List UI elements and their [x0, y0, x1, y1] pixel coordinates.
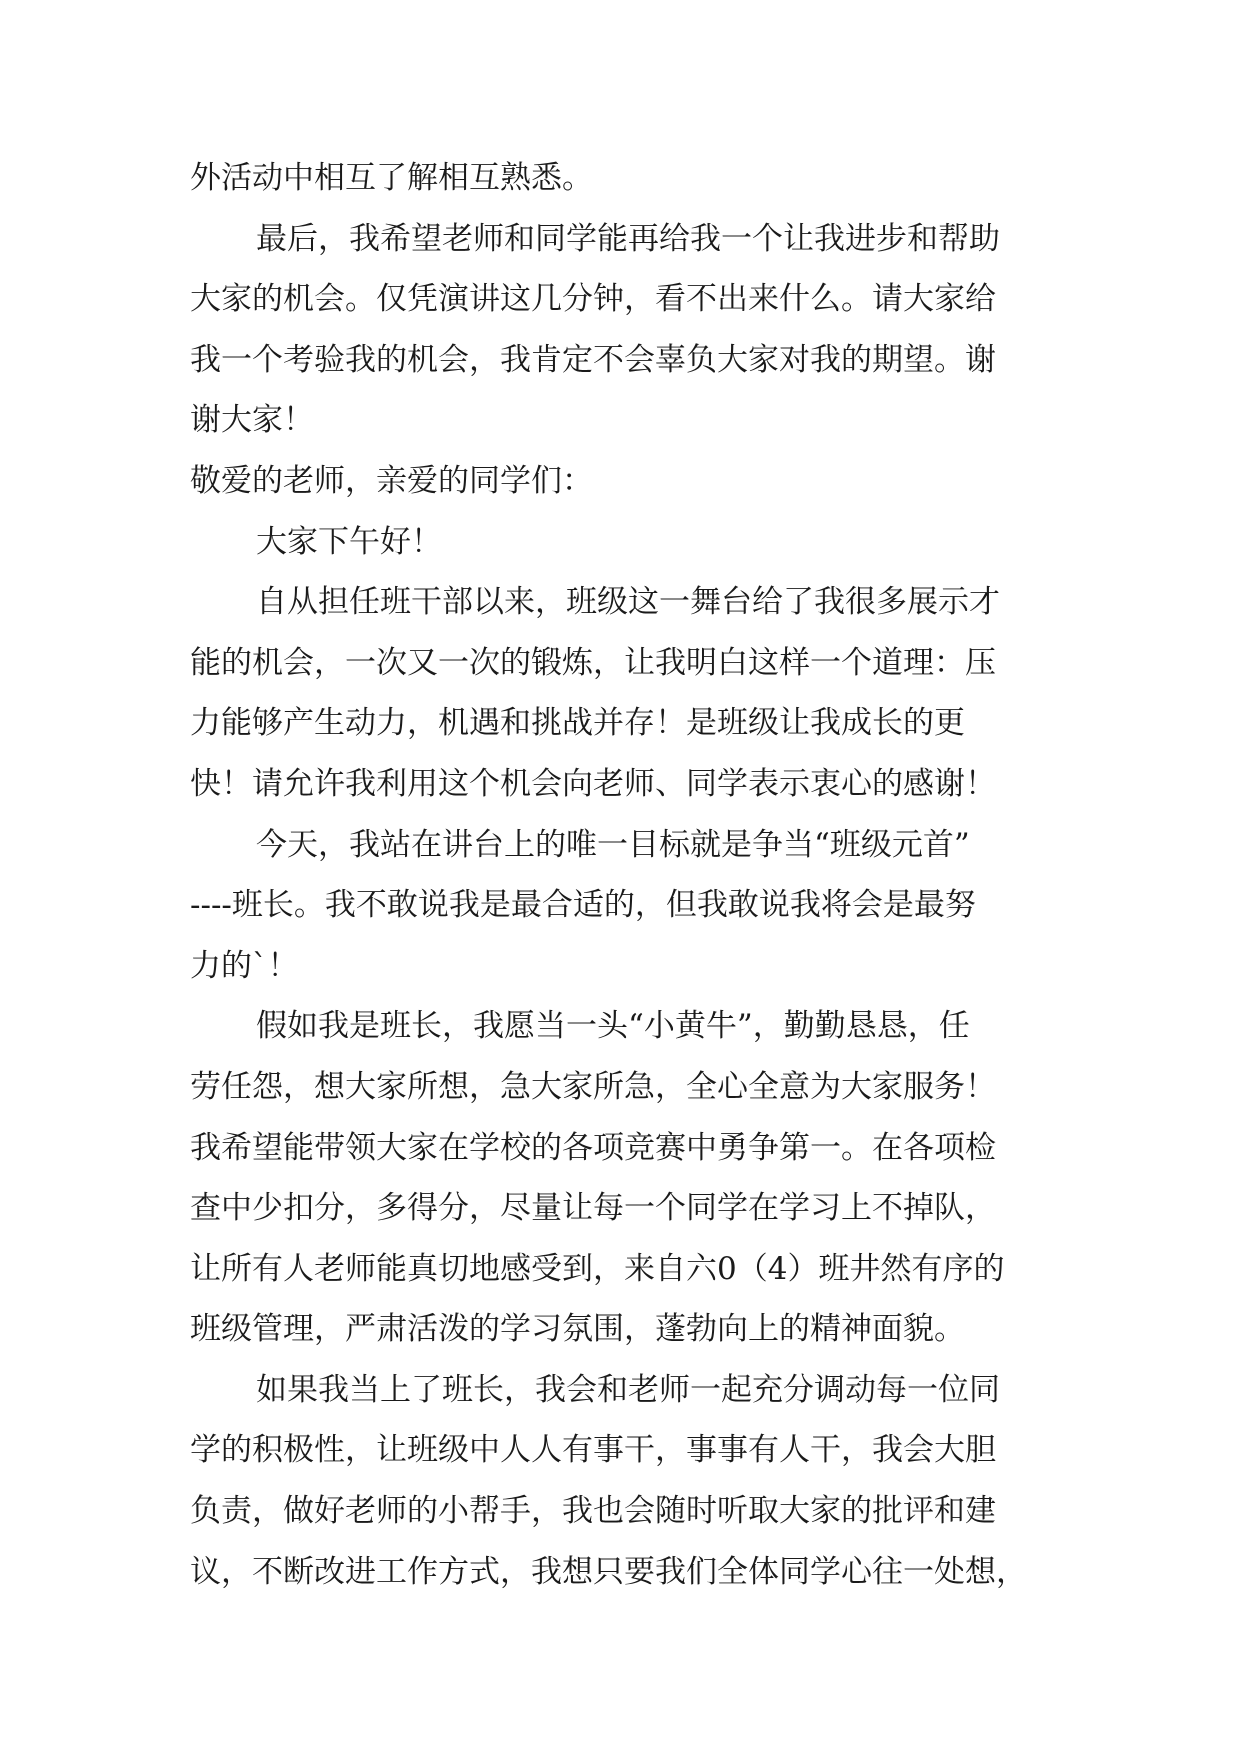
text-line: 班级管理，严肃活泼的学习氛围，蓬勃向上的精神面貌。 [190, 1311, 965, 1348]
text-line: 自从担任班干部以来，班级这一舞台给了我很多展示才 [256, 584, 1000, 621]
text-line: 能的机会，一次又一次的锻炼，让我明白这样一个道理：压 [190, 644, 996, 681]
document-body [190, 148, 1070, 1602]
text-line: 如果我当上了班长，我会和老师一起充分调动每一位同 [256, 1371, 1000, 1408]
text-line: 让所有人老师能真切地感受到，来自六0（4）班井然有序的 [190, 1250, 1005, 1287]
text-line: 假如我是班长，我愿当一头“小黄牛”，勤勤恳恳，任 [256, 1008, 970, 1045]
text-line: 劳任怨，想大家所想，急大家所急，全心全意为大家服务！ [190, 1068, 996, 1105]
text-line: 今天，我站在讲台上的唯一目标就是争当“班级元首” [256, 826, 970, 863]
text-line: 负责，做好老师的小帮手，我也会随时听取大家的批评和建 [190, 1493, 996, 1530]
text-line: 查中少扣分，多得分，尽量让每一个同学在学习上不掉队， [190, 1190, 996, 1227]
text-line: 大家下午好！ [256, 523, 442, 560]
text-line: 外活动中相互了解相互熟悉。 [190, 160, 593, 196]
text-line: 我一个考验我的机会，我肯定不会辜负大家对我的期望。谢 [190, 341, 996, 378]
text-line: 敬爱的老师，亲爱的同学们： [190, 462, 593, 499]
text-line: 快！请允许我利用这个机会向老师、同学表示衷心的感谢！ [190, 765, 996, 802]
text-line: 大家的机会。仅凭演讲这几分钟，看不出来什么。请大家给 [190, 281, 996, 318]
text-line: 议，不断改进工作方式，我想只要我们全体同学心往一处想， [190, 1553, 1027, 1590]
text-line: ----班长。我不敢说我是最合适的，但我敢说我将会是最努 [190, 887, 976, 924]
text-line: 力能够产生动力，机遇和挑战并存！是班级让我成长的更 [190, 705, 965, 742]
text-line: 力的`！ [190, 947, 299, 984]
text-line: 我希望能带领大家在学校的各项竞赛中勇争第一。在各项检 [190, 1129, 996, 1166]
text-line: 最后，我希望老师和同学能再给我一个让我进步和帮助 [256, 220, 1000, 257]
text-line: 谢大家！ [190, 402, 314, 439]
text-line: 学的积极性，让班级中人人有事干，事事有人干，我会大胆 [190, 1432, 996, 1469]
